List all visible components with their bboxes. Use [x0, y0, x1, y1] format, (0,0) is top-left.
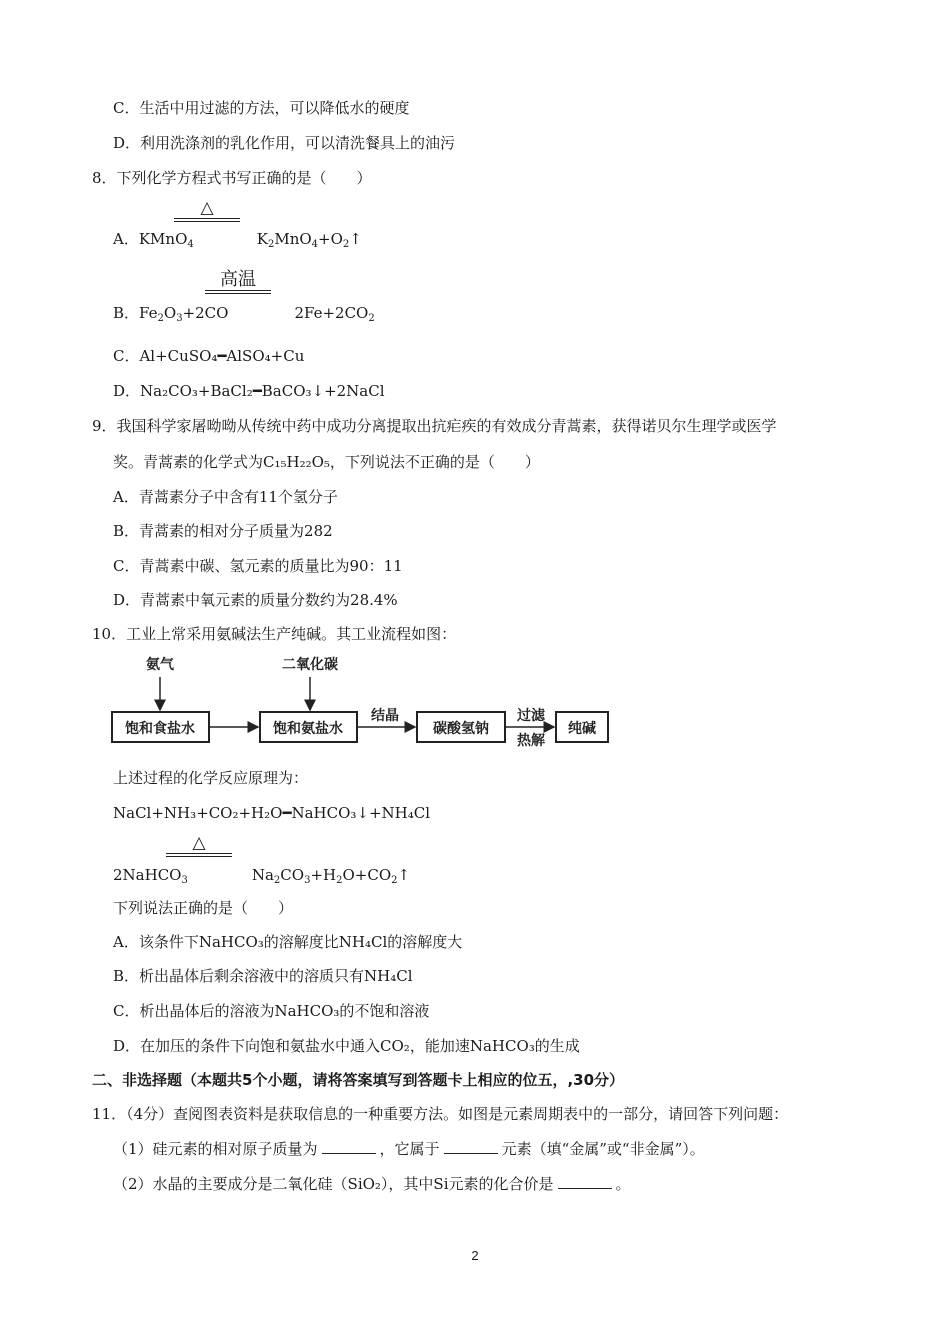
q11-part2	[113, 1174, 631, 1194]
q8-option-a	[113, 229, 362, 249]
q10-question: 下列说法正确的是（ ）	[113, 899, 294, 917]
q7-option-c: C．生活中用过滤的方法，可以降低水的硬度	[113, 99, 410, 117]
q11-part1-text-a: （1）硅元素的相对原子质量为	[113, 1140, 318, 1158]
heat-symbol: △	[200, 198, 214, 218]
option-label: B．	[113, 304, 140, 322]
box4-label: 纯碱	[568, 721, 596, 737]
step-filter: 过滤	[517, 708, 545, 724]
input-carbon-dioxide: 二氧化碳	[282, 657, 338, 673]
heat-symbol: △	[192, 833, 206, 853]
q11-part1-text-c: 元素（填“金属”或“非金属”）。	[501, 1140, 705, 1158]
q9-option-d: D．青蒿素中氧元素的质量分数约为28.4%	[113, 591, 398, 609]
page-number: 2	[471, 1248, 479, 1263]
q10-option-b: B．析出晶体后剩余溶液中的溶质只有NH₄Cl	[113, 967, 413, 985]
q9-stem-line1: 9．我国科学家屠呦呦从传统中药中成功分离提取出抗疟疾的有效成分青蒿素，获得诺贝尔生理学或医学	[92, 417, 777, 435]
q11-part2-text-b: 。	[615, 1175, 631, 1193]
input-ammonia: 氨气	[146, 657, 174, 673]
section2-heading: 二、非选择题（本题共5个小题，请将答案填写到答题卡上相应的位五，,30分）	[92, 1071, 625, 1089]
q8a-heat-condition	[174, 198, 240, 222]
q8-stem: 8．下列化学方程式书写正确的是（ ）	[92, 169, 372, 187]
q11-stem: 11．（4分）查阅图表资料是获取信息的一种重要方法。如图是元素周期表中的一部分，请回答下列问题：	[92, 1105, 789, 1123]
q8-option-b	[113, 303, 375, 323]
box2-label: 饱和氨盐水	[273, 721, 343, 737]
q8-option-c: C．Al+CuSO₄━AlSO₄+Cu	[113, 347, 305, 365]
high-temp-label: 高温	[220, 269, 256, 290]
option-label: A．	[113, 230, 139, 248]
q8b-high-temp-condition	[205, 270, 271, 294]
q7-option-d: D．利用洗涤剂的乳化作用，可以清洗餐具上的油污	[113, 134, 456, 152]
q10-option-c: C．析出晶体后的溶液为NaHCO₃的不饱和溶液	[113, 1002, 430, 1020]
equation-products: $2Fe+2CO_2$	[294, 304, 375, 324]
equation-double-line	[166, 853, 232, 857]
answer-blank-atomic-mass[interactable]	[322, 1139, 376, 1154]
q11-part1	[113, 1139, 705, 1159]
answer-blank-element-type[interactable]	[444, 1139, 498, 1154]
q9-option-a: A．青蒿素分子中含有11个氢分子	[113, 488, 338, 506]
q10-option-d: D．在加压的条件下向饱和氨盐水中通入CO₂，能加速NaHCO₃的生成	[113, 1037, 580, 1055]
equation-reactants: 2NaHCO$_3$	[113, 866, 188, 886]
equation-reactants: $Fe_2O_3+2CO$	[139, 304, 229, 324]
box1-label: 饱和食盐水	[125, 721, 195, 737]
q11-part1-text-b: ，它属于	[379, 1140, 440, 1158]
q9-stem-line2: 奖。青蒿素的化学式为C₁₅H₂₂O₅，下列说法不正确的是（ ）	[113, 453, 540, 471]
q10-principle: 上述过程的化学反应原理为：	[113, 769, 309, 787]
q11-part2-text-a: （2）水晶的主要成分是二氧化硅（SiO₂），其中Si元素的化合价是	[113, 1175, 554, 1193]
box3-label: 碳酸氢钠	[433, 721, 489, 737]
ammonia-soda-flowchart	[100, 650, 620, 750]
q10-heat-condition	[166, 833, 232, 857]
answer-blank-valence[interactable]	[558, 1174, 612, 1189]
q8-option-d: D．Na₂CO₃+BaCl₂━BaCO₃↓+2NaCl	[113, 382, 385, 400]
step-pyrolysis: 热解	[517, 733, 545, 749]
equation-reactants: KMnO$_4$	[138, 230, 194, 250]
equation-double-line	[174, 218, 240, 222]
step-crystallize: 结晶	[371, 708, 399, 724]
equation-double-line	[205, 290, 271, 294]
q9-option-c: C．青蒿素中碳、氢元素的质量比为90：11	[113, 557, 403, 575]
q10-equation-1: NaCl+NH₃+CO₂+H₂O━NaHCO₃↓+NH₄Cl	[113, 804, 431, 822]
q10-stem: 10．工业上常采用氨碱法生产纯碱。其工业流程如图：	[92, 625, 457, 643]
q10-equation-2	[113, 865, 410, 885]
equation-products: $Na_2CO_3+H_2O+CO_2↑$	[251, 866, 411, 886]
q9-option-b: B．青蒿素的相对分子质量为282	[113, 522, 333, 540]
q10-option-a: A．该条件下NaHCO₃的溶解度比NH₄Cl的溶解度大	[113, 933, 463, 951]
equation-products: $K_2MnO_4+O_2↑$	[256, 230, 362, 250]
